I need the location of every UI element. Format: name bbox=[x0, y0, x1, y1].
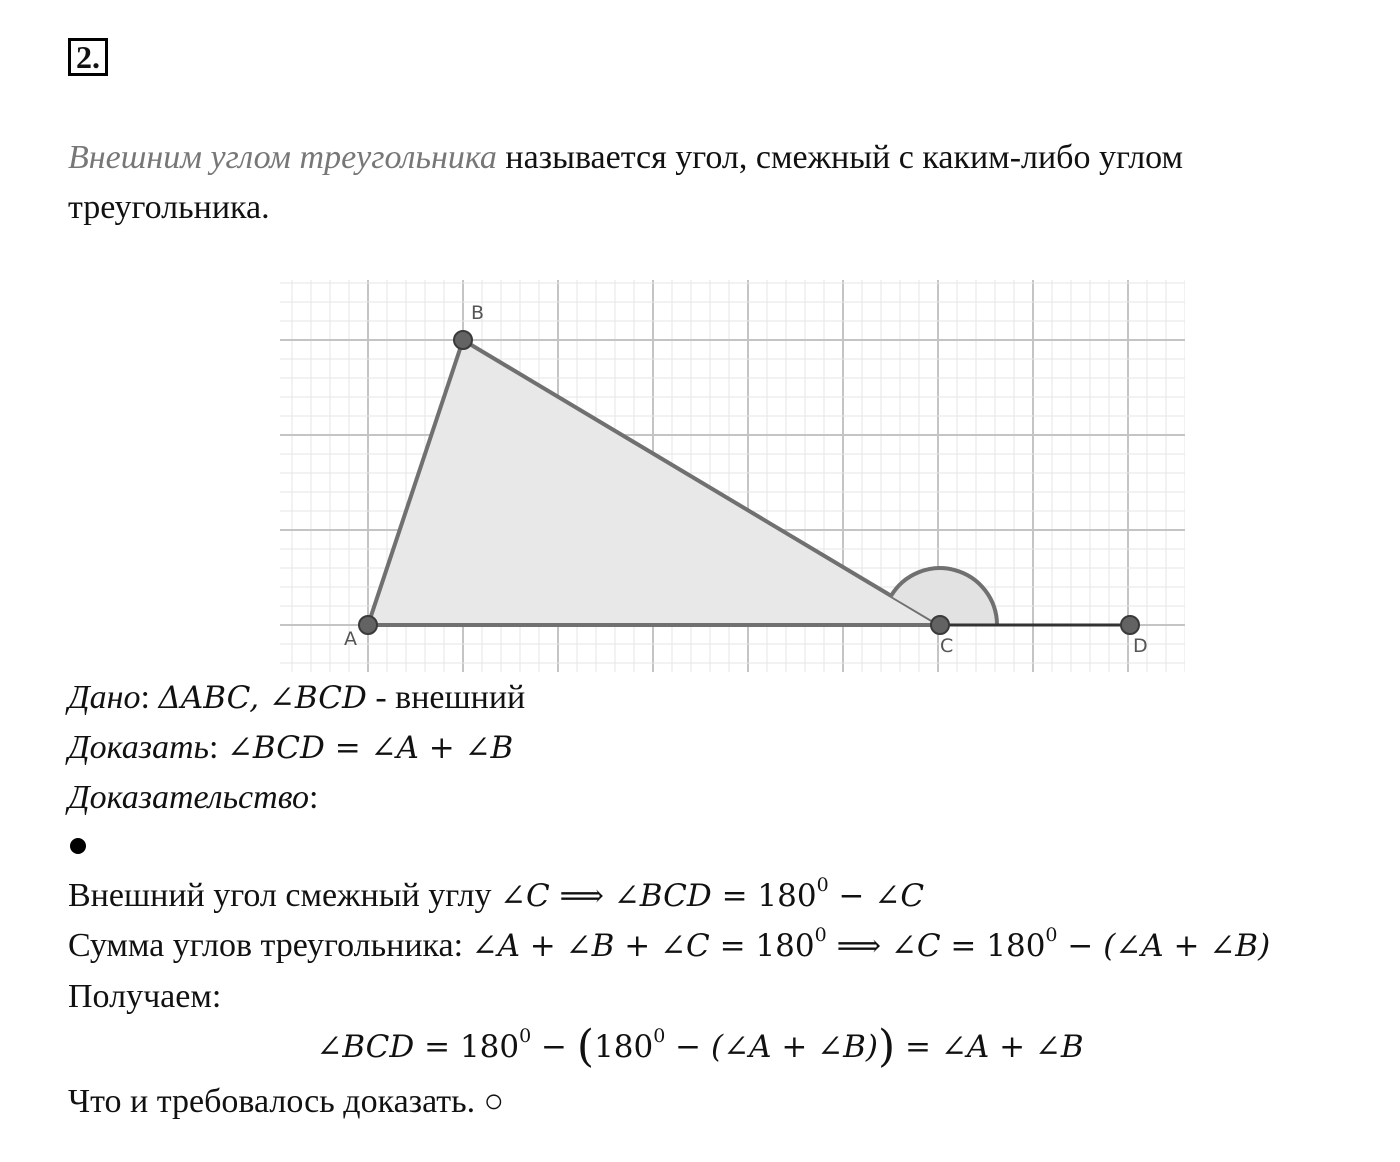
bullet-marker bbox=[70, 838, 86, 854]
point-c bbox=[931, 616, 949, 634]
prove-label: Доказать bbox=[68, 729, 209, 766]
definition-rest: называется угол, смежный с каким-либо углом bbox=[496, 139, 1184, 176]
prove-expr: ∠BCD = ∠A + ∠B bbox=[226, 730, 514, 766]
given-expr: ΔABC, ∠BCD bbox=[158, 680, 367, 716]
point-a bbox=[359, 616, 377, 634]
label-a: A bbox=[344, 628, 357, 650]
definition-line-1 bbox=[68, 138, 1183, 178]
step-4-formula: ∠BCD = $180^0 - (180^0$ − (∠A + ∠B)) = ∠A + ∠B bbox=[316, 1021, 1084, 1072]
definition-term: Внешним углом треугольника bbox=[68, 139, 497, 176]
conclusion: Что и требовалось доказать. ○ bbox=[68, 1083, 505, 1120]
problem-number: 2. bbox=[68, 38, 108, 76]
step-2: Сумма углов треугольника: ∠A + ∠B + ∠C = $180^0$ ⟹ ∠C = $180^0$ − (∠A + ∠B) bbox=[68, 923, 1271, 964]
point-b bbox=[454, 331, 472, 349]
given-line: Дано: ΔABC, ∠BCD - внешний bbox=[68, 679, 526, 716]
step-3: Получаем: bbox=[68, 978, 222, 1015]
proof-line: Доказательство: bbox=[68, 779, 319, 816]
point-d bbox=[1121, 616, 1139, 634]
step-1: Внешний угол смежный углу ∠C ⟹ ∠BCD = $180^0$ − ∠C bbox=[68, 873, 925, 914]
proof-label: Доказательство bbox=[68, 779, 310, 816]
definition-line-2: треугольника. bbox=[68, 189, 270, 226]
prove-line: Доказать: ∠BCD = ∠A + ∠B bbox=[68, 729, 514, 766]
label-b: B bbox=[471, 302, 485, 324]
triangle-figure bbox=[280, 280, 1185, 672]
label-c: C bbox=[940, 635, 954, 657]
label-d: D bbox=[1133, 635, 1148, 657]
given-tail: - внешний bbox=[366, 679, 526, 716]
given-label: Дано bbox=[68, 679, 141, 716]
